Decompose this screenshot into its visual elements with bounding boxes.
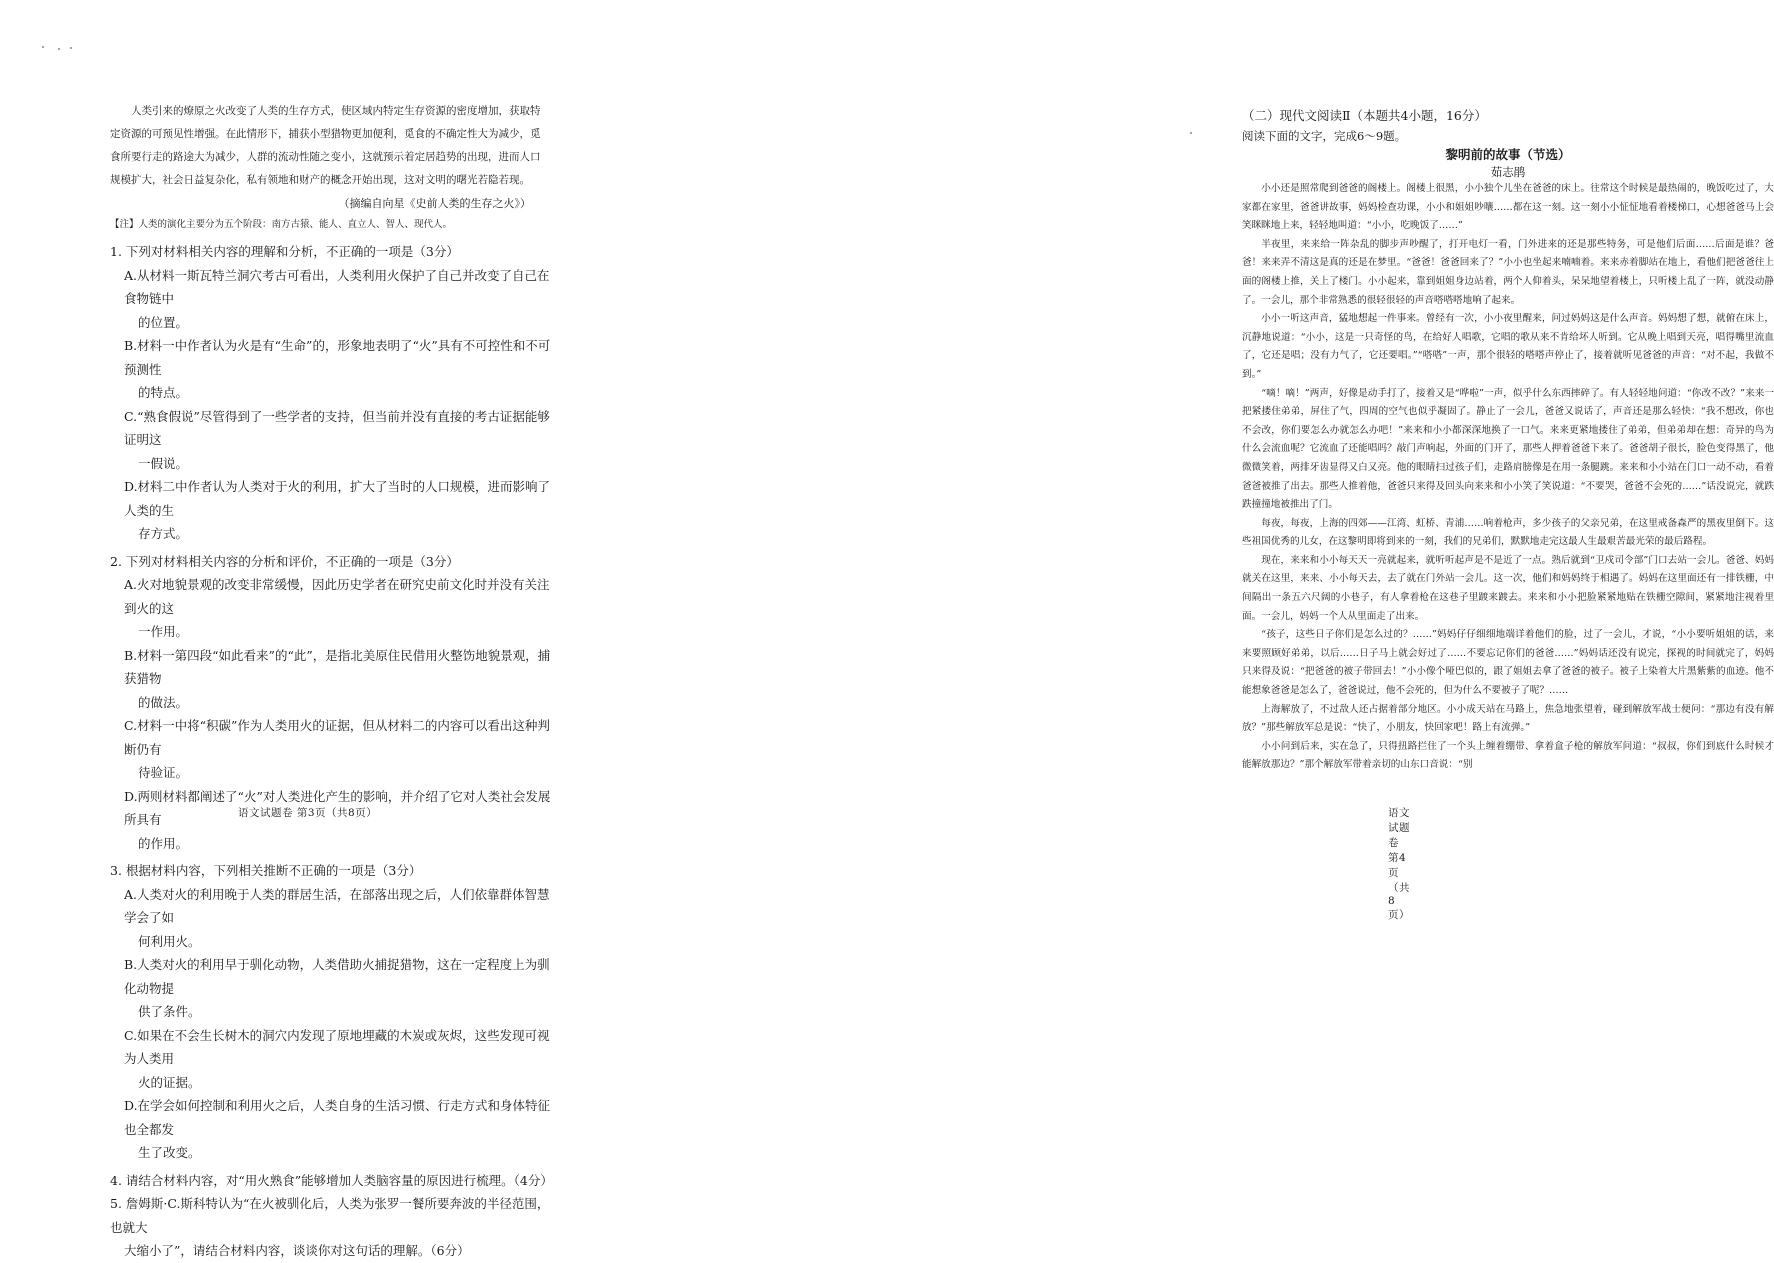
question-5-cont: 大缩小了”，请结合材料内容，谈谈你对这句话的理解。（6分） bbox=[124, 1243, 470, 1258]
passage-paragraph: 半夜里，来来给一阵杂乱的脚步声吵醒了，打开电灯一看，门外进来的还是那些特务，可是他们后面……后面是谁？爸爸！来来弄不清这是真的还是在梦里。“爸爸！爸爸回来了？”小小也坐起来喃喃着。来来赤着脚站在地上，看他们把爸爸往上面的阁楼上推，关上了楼门。小小起来，靠到姐姐身边站着，两个人仰着头，呆呆地望着楼上，只听楼上乱了一阵，就没动静了。一会儿，那个非常熟悉的很轻很轻的声音嗒嗒嗒地响了起来。 bbox=[1242, 238, 1774, 306]
option-2d-cont: 的作用。 bbox=[138, 835, 189, 851]
passage-paragraph: 上海解放了，不过敌人还占据着部分地区。小小成天站在马路上，焦急地张望着，碰到解放军战士便问：“那边有没有解放？”那些解放军总是说：“快了，小朋友，快回家吧！路上有流弹。” bbox=[1242, 703, 1774, 734]
reading-section bbox=[1242, 106, 1774, 775]
intro-line: 食所要行走的路途大为减少，人群的流动性随之变小，这就预示着定居趋势的出现，进而人口 bbox=[110, 151, 541, 163]
passage-paragraph: 现在，来来和小小每天天一亮就起来，就听听起声是不是近了一点。熟后就到“卫戍司令部”门口去站一会儿。爸爸、妈妈就关在这里，来来、小小每天去，去了就在门外站一会儿。这一次，他们和妈妈终于相遇了。妈妈在这里面还有一排铁栅，中间隔出一条五六尺阔的小巷子，有人拿着枪在这巷子里踱来踱去。来来和小小把脸紧紧地贴在铁栅空隙间，紧紧地注视着里面。一会儿，妈妈一个人从里面走了出来。 bbox=[1242, 554, 1774, 622]
option-2a-cont: 一作用。 bbox=[138, 624, 189, 639]
passage-paragraph: 小小问到后来，实在急了，只得扭路拦住了一个头上缠着绷带、拿着盒子枪的解放军问道：“叔叔，你们到底什么时候才能解放那边？”那个解放军带着亲切的山东口音说：“别 bbox=[1242, 740, 1774, 771]
option-2d: D.两则材料都阐述了“火”对人类进化产生的影响，并介绍了它对人类社会发展所具有 bbox=[124, 788, 551, 827]
option-1a: A.从材料一斯瓦特兰洞穴考古可看出，人类利用火保护了自己并改变了自己在食物链中 bbox=[124, 267, 550, 306]
intro-passage bbox=[110, 100, 555, 234]
option-3b: B.人类对火的利用早于驯化动物，人类借助火捕捉猎物，这在一定程度上为驯化动物提 bbox=[124, 957, 550, 996]
option-1c-cont: 一假说。 bbox=[138, 455, 189, 471]
option-2a: A.火对地貌景观的改变非常缓慢，因此历史学者在研究史前文化时并没有关注到火的这 bbox=[124, 577, 550, 616]
section-heading: （二）现代文阅读Ⅱ（本题共4小题，16分） bbox=[1242, 108, 1487, 123]
scan-speck bbox=[58, 48, 60, 50]
passage-paragraph: 小小一听这声音，猛地想起一件事来。曾经有一次，小小夜里醒来，问过妈妈这是什么声音。妈妈想了想，就俯在床上，沉静地说道：“小小，这是一只奇怪的鸟，在给好人唱歌，它唱的歌从来不肯给坏人听到。它从晚上唱到天亮，唱得嘴里流血了，它还是唱；没有力气了，它还要唱。”“嗒嗒”一声，那个很轻的嗒嗒声停止了，接着就听见爸爸的声音：“对不起，我做不到。” bbox=[1242, 313, 1774, 380]
option-1c: C.“熟食假说”尽管得到了一些学者的支持，但当前并没有直接的考古证据能够证明这 bbox=[124, 408, 550, 447]
option-3c-cont: 火的证据。 bbox=[138, 1074, 201, 1090]
scan-speck bbox=[42, 46, 44, 48]
passage-title: 黎明前的故事（节选） bbox=[1445, 147, 1571, 162]
section-instruction: 阅读下面的文字，完成6～9题。 bbox=[1242, 129, 1407, 143]
option-3a-cont: 何利用火。 bbox=[138, 933, 201, 949]
intro-line: 定资源的可预见性增强。在此情形下，捕获小型猎物更加便利，觅食的不确定性大为减少，觅 bbox=[110, 128, 541, 140]
option-1b-cont: 的特点。 bbox=[138, 385, 189, 400]
question-4: 4. 请结合材料内容，对“用火熟食”能够增加人类脑容量的原因进行梳理。（4分） bbox=[110, 1172, 553, 1188]
intro-line: 规模扩大，社会日益复杂化，私有领地和财产的概念开始出现，这对文明的曙光若隐若现。 bbox=[110, 174, 530, 186]
option-3c: C.如果在不会生长树木的洞穴内发现了原地埋藏的木炭或灰烬，这些发现可视为人类用 bbox=[124, 1027, 550, 1066]
question-list bbox=[110, 240, 555, 1263]
option-3b-cont: 供了条件。 bbox=[138, 1004, 201, 1019]
question-2-stem: 2. 下列对材料相关内容的分析和评价，不正确的一项是（3分） bbox=[110, 553, 459, 569]
option-1a-cont: 的位置。 bbox=[138, 314, 189, 330]
option-3a: A.人类对火的利用晚于人类的群居生活，在部落出现之后，人们依靠群体智慧学会了如 bbox=[124, 886, 550, 925]
option-2c: C.材料一中将“积碳”作为人类用火的证据，但从材料二的内容可以看出这种判断仍有 bbox=[124, 718, 550, 757]
option-3d: D.在学会如何控制和利用火之后，人类自身的生活习惯、行走方式和身体特征也全都发 bbox=[124, 1098, 551, 1137]
passage-author: 茹志鹃 bbox=[1490, 165, 1526, 179]
intro-line: 人类引来的燎原之火改变了人类的生存方式，使区域内特定生存资源的密度增加，获取特 bbox=[131, 105, 541, 117]
option-2c-cont: 待验证。 bbox=[138, 765, 189, 780]
option-3d-cont: 生了改变。 bbox=[138, 1145, 201, 1160]
right-page bbox=[600, 0, 1774, 921]
option-2b-cont: 的做法。 bbox=[138, 694, 189, 710]
option-1b: B.材料一中作者认为火是有“生命”的，形象地表明了“火”具有不可控性和不可预测性 bbox=[124, 338, 551, 377]
footnote: 【注】人类的演化主要分为五个阶段：南方古猿、能人、直立人、智人、现代人。 bbox=[110, 219, 453, 230]
page-footer-left: 语文试题卷 第3页（共8页） bbox=[238, 807, 378, 819]
option-1d: D.材料二中作者认为人类对于火的利用，扩大了当时的人口规模，进而影响了人类的生 bbox=[124, 479, 551, 518]
passage-paragraph: “嘀！嘀！”两声，好像是动手打了，接着又是“哗啦”一声，似乎什么东西摔碎了。有人轻轻地问道：“你改不改？”来来一把紧搂住弟弟，屏住了气，四周的空气也似乎凝固了。静止了一会儿，爸爸又说话了，声音还是那么轻快：“我不想改，你也不会改，你们要怎么办就怎么办吧！”来来和小小都深深地换了一口气。来来更紧地搂住了弟弟，但弟弟却在想：奇异的鸟为什么会流血呢？它流血了还能唱吗？敲门声响起，外面的门开了，那些人押着爸爸下来了。爸爸胡子很长，脸色变得黑了，他微微笑着，两排牙齿显得又白又亮。他的眼睛扫过孩子们，走路肩膀像是在用一条腿跳。来来和小小站在门口一动不动，看着爸爸被推了出去。那些人推着他，爸爸只来得及回头向来来和小小笑了笑说道：“不要哭，爸爸不会死的……”话没说完，就跌跌撞撞地被推出了门。 bbox=[1242, 387, 1774, 511]
option-1d-cont: 存方式。 bbox=[138, 526, 189, 541]
option-2b: B.材料一第四段“如此看来”的“此”，是指北美原住民借用火整饬地貌景观，捕获猎物 bbox=[124, 647, 551, 686]
question-1-stem: 1. 下列对材料相关内容的理解和分析，不正确的一项是（3分） bbox=[110, 244, 459, 259]
page-footer-right: 语文试题卷 第4页（共8页） bbox=[1388, 807, 1410, 921]
source-citation: （摘编自向星《史前人类的生存之火》） bbox=[338, 197, 531, 210]
passage-paragraph: 每夜，每夜，上海的四郊——江湾、虹桥、青浦……响着枪声，多少孩子的父亲兄弟，在这里戒备森严的黑夜里倒下。这些祖国优秀的儿女，在这黎明即将到来的一刻，我们的兄弟们，默默地走完这最人生最艰苦最光荣的最后路程。 bbox=[1242, 517, 1774, 548]
question-5: 5. 詹姆斯·C.斯科特认为“在火被驯化后，人类为张罗一餐所要奔波的半径范围，也就大 bbox=[110, 1196, 550, 1235]
passage-paragraph: 小小还是照常爬到爸爸的阁楼上。阁楼上很黑，小小独个儿坐在爸爸的床上。往常这个时候是最热闹的，晚饭吃过了，大家都在家里，爸爸讲故事，妈妈检查功课，小小和姐姐吵嚷……都在这一刻。这一刻小小怔怔地看着楼梯口，心想爸爸马上会笑眯眯地上来，轻轻地叫道：“小小，吃晚饭了……” bbox=[1242, 183, 1774, 232]
passage-paragraph: “孩子，这些日子你们是怎么过的？……”妈妈仔仔细细地端详着他们的脸，过了一会儿，才说，“小小要听姐姐的话，来来要照顾好弟弟，以后……日子马上就会好过了……不要忘记你们的爸爸……”妈妈话还没有说完，探视的时间就完了，妈妈只来得及说：“把爸爸的被子带回去！”小小像个哑巴似的，跟了姐姐去拿了爸爸的被子。被子上染着大片黑紫紫的血迹。他不能想象爸爸是怎么了，爸爸说过，他不会死的，但为什么不要被子了呢？…… bbox=[1242, 629, 1774, 697]
question-3-stem: 3. 根据材料内容，下列相关推断不正确的一项是（3分） bbox=[110, 863, 422, 878]
left-page bbox=[0, 0, 600, 1258]
scan-speck bbox=[1190, 132, 1192, 134]
scan-speck bbox=[70, 47, 72, 49]
